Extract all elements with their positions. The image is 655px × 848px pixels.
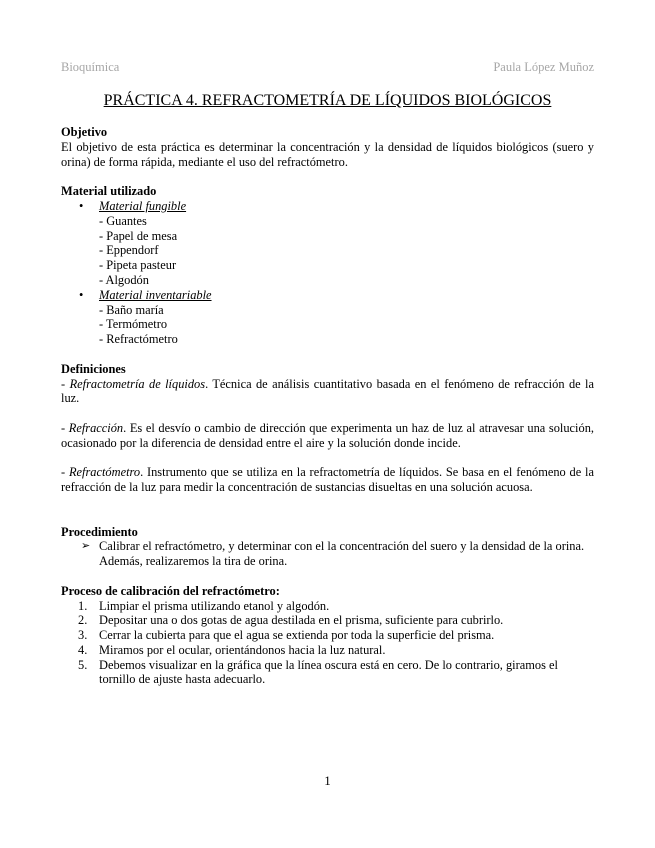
material-item: - Baño maría [99,302,164,317]
calibracion-step [61,658,594,688]
step-number: 5. [78,657,88,672]
definition-term: Refracción [68,420,124,435]
definition-term: Refractómetro [68,465,141,480]
step-text: Miramos por el ocular, orientándonos hacia la luz natural. [99,642,386,657]
material-category [61,288,594,347]
material-items [99,214,594,288]
material-item: - Algodón [99,272,149,287]
definition-text: . Instrumento que se utiliza en la refractometría de líquidos. Se basa en el fenómeno de la refracción de la luz para medir la concentración de sustancias disueltas en una solución acuosa. [61,465,594,495]
definition-item [61,377,594,407]
step-text: Cerrar la cubierta para que el agua se extienda por toda la superficie del prisma. [99,628,495,643]
calibracion-steps [61,599,594,688]
calibracion-step [61,628,594,643]
material-category-name: Material inventariable [99,287,212,302]
definition-text: . Técnica de análisis cuantitativo basada en el fenómeno de refracción de la luz. [61,376,595,406]
step-text: Debemos visualizar en la gráfica que la línea oscura está en cero. De lo contrario, giramos el tornillo de ajuste hasta adecuarlo. [99,657,558,687]
step-number: 2. [78,613,88,628]
page-header [61,60,594,78]
definition-prefix: - [61,420,69,435]
header-author: Paula López Muñoz [493,60,594,74]
material-item: - Papel de mesa [99,228,178,243]
calibracion-step [61,643,594,658]
step-number: 4. [78,642,88,657]
definition-term: Refractometría de líquidos [69,376,206,391]
definition-text: . Es el desvío o cambio de dirección que experimenta un haz de luz al atravesar una solución, ocasionado por la diferencia de densidad entre el aire y la solución donde incide. [61,420,594,450]
material-item: - Guantes [99,213,147,228]
definiciones-heading: Definiciones [61,361,126,376]
step-text: Depositar una o dos gotas de agua destilada en el prisma, suficiente para cubrirlo. [99,613,504,628]
header-subject: Bioquímica [61,60,120,74]
document-body [61,125,594,687]
material-item: - Eppendorf [99,243,159,258]
material-category [61,199,594,288]
procedimiento-list [61,539,594,569]
definition-item [61,465,594,495]
definition-prefix: - [61,376,70,391]
procedimiento-item [61,539,594,569]
bullet-icon: • [79,287,84,302]
step-number: 1. [78,598,88,613]
procedimiento-heading: Procedimiento [61,524,138,539]
calibracion-step [61,613,594,628]
objetivo-heading: Objetivo [61,125,108,139]
bullet-icon: • [79,198,84,213]
calibracion-step [61,599,594,614]
arrow-bullet-icon: ➢ [81,540,91,553]
document-title: PRÁCTICA 4. REFRACTOMETRÍA DE LÍQUIDOS BIOLÓGICOS [103,92,552,109]
material-item: - Pipeta pasteur [99,258,177,273]
step-text: Limpiar el prisma utilizando etanol y algodón. [99,598,330,613]
procedimiento-text: Calibrar el refractómetro, y determinar con el la concentración del suero y la densidad de la orina. Además, realizaremos la tira de orina. [99,539,585,569]
page-number: 1 [324,773,331,788]
material-items [99,303,594,347]
material-category-name: Material fungible [99,198,187,213]
material-heading: Material utilizado [61,184,157,199]
definition-prefix: - [61,465,69,480]
material-list [61,199,594,347]
objetivo-text: El objetivo de esta práctica es determinar la concentración y la densidad de líquidos biológicos (suero y orina) de forma rápida, mediante el uso del refractómetro. [61,139,594,169]
step-number: 3. [78,628,88,643]
material-item: - Termómetro [99,317,168,332]
calibracion-heading: Proceso de calibración del refractómetro: [61,583,280,598]
definition-item [61,421,594,451]
material-item: - Refractómetro [99,332,178,347]
